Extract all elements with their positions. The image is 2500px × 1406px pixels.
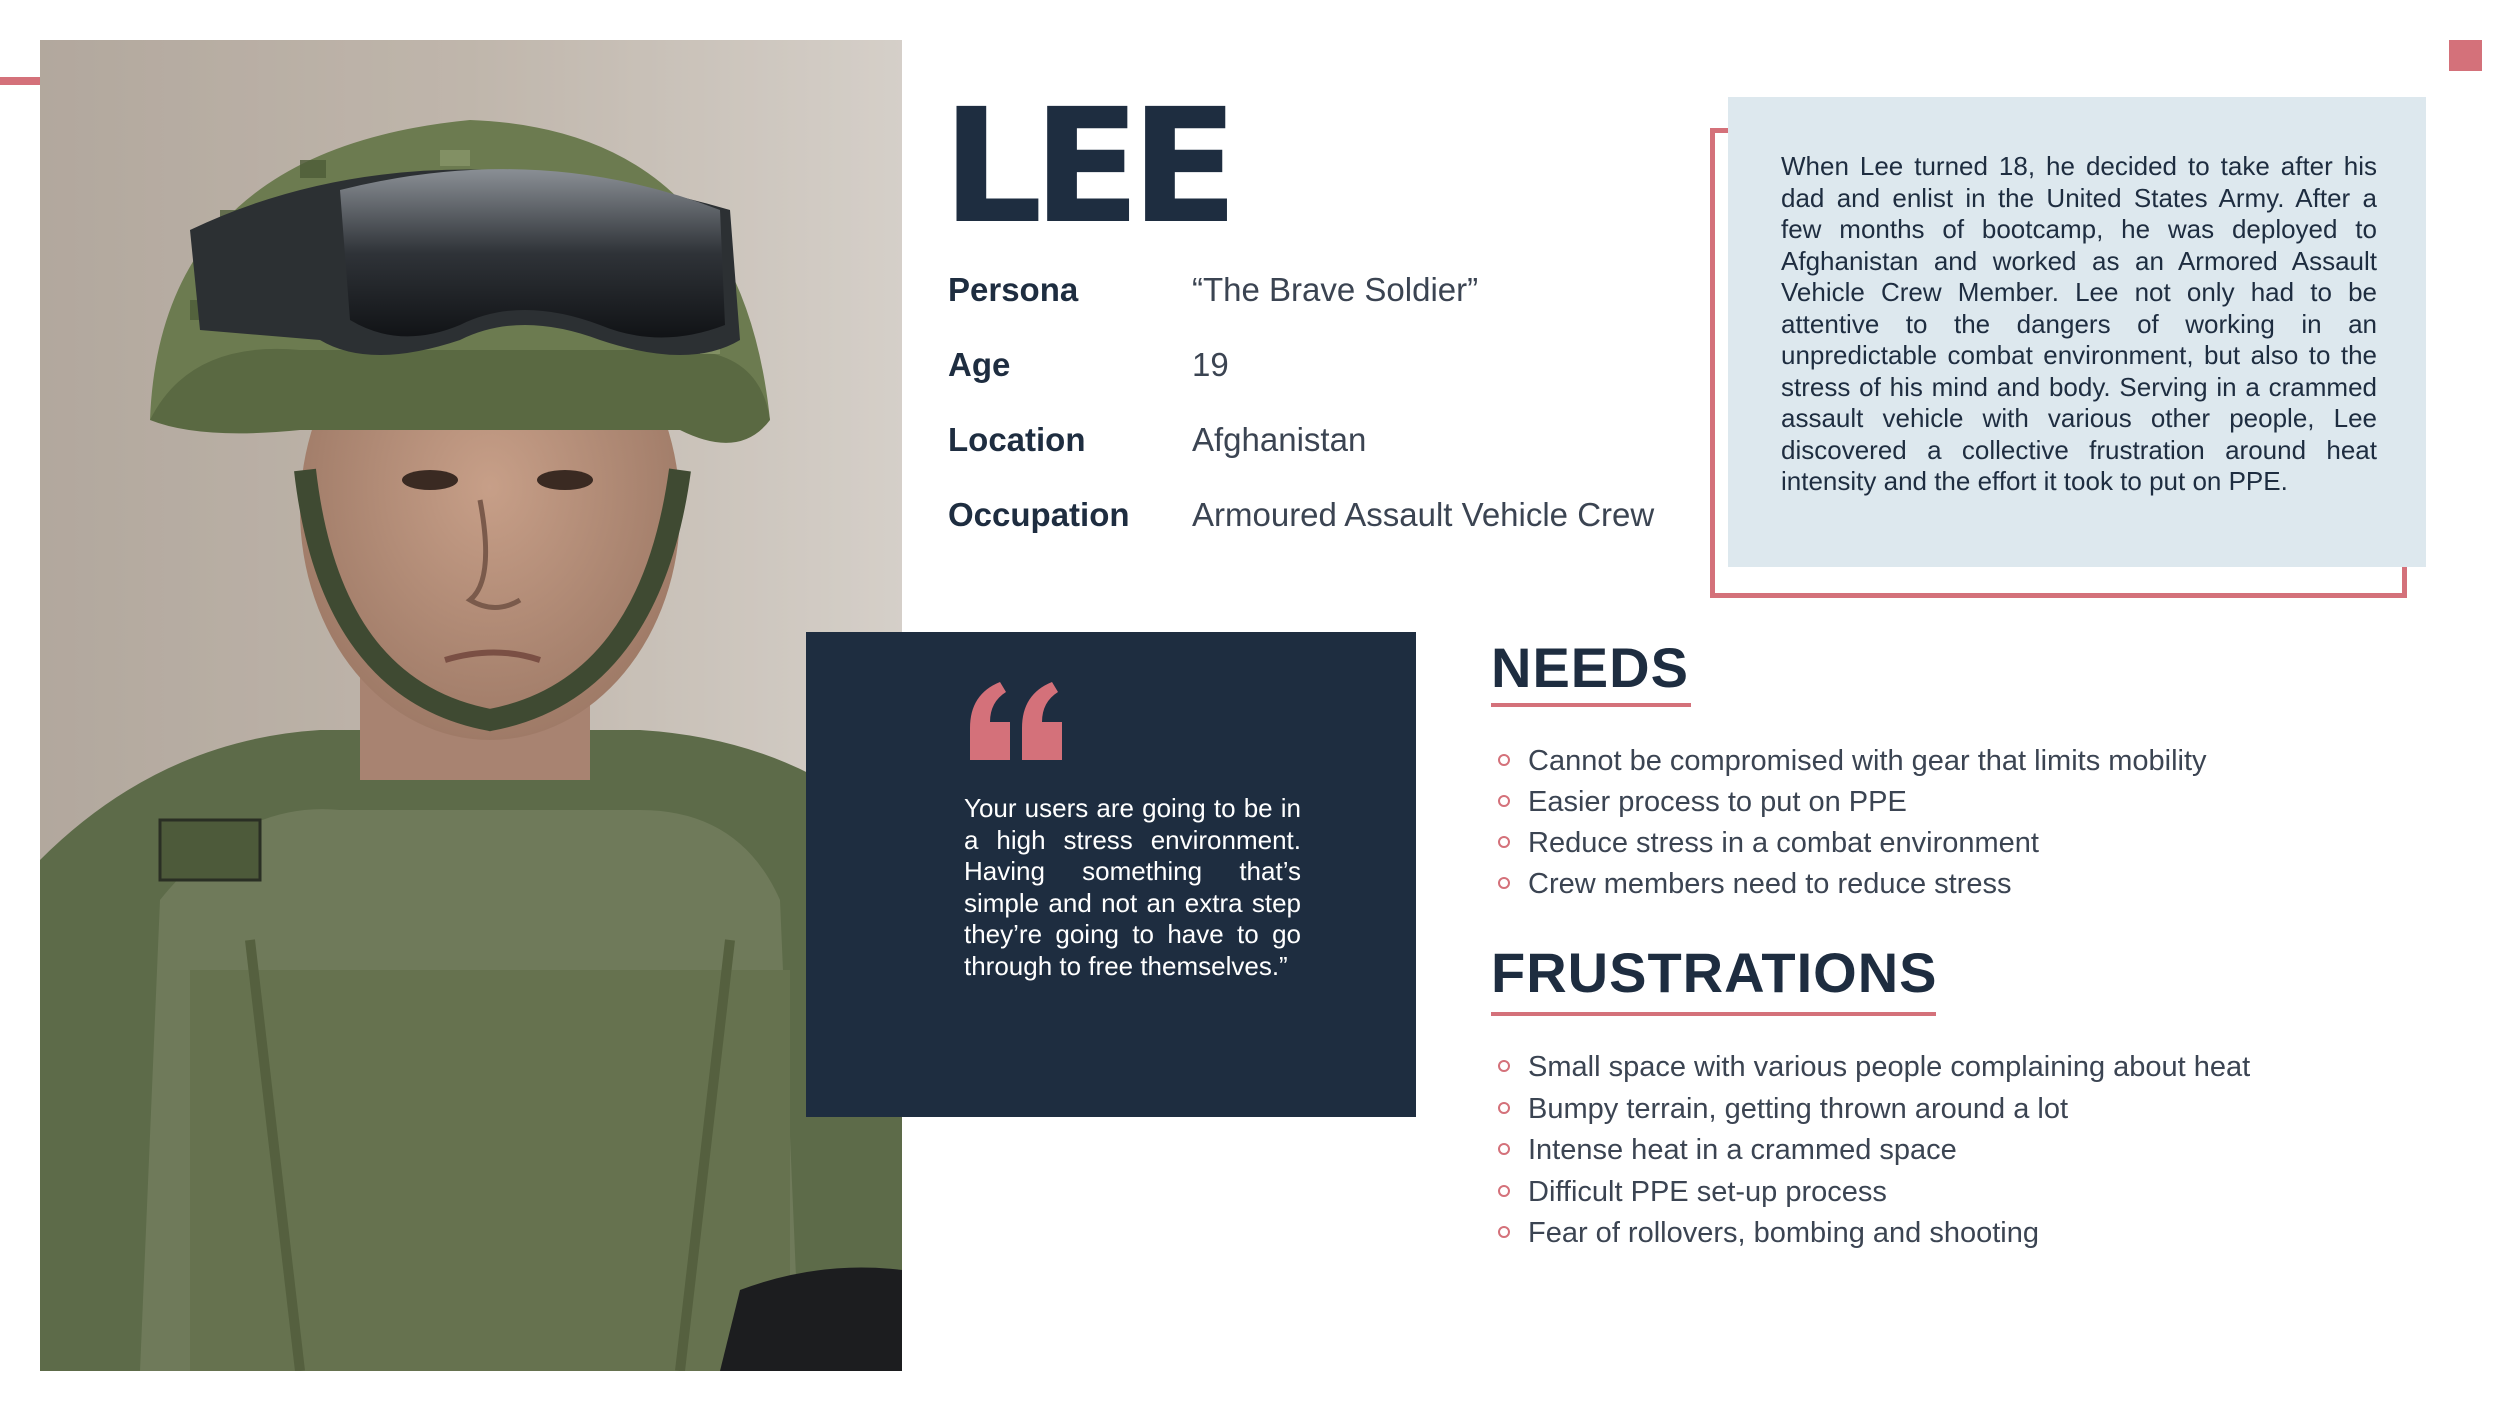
needs-list <box>1498 742 2207 906</box>
bullet-icon <box>1498 877 1510 889</box>
fact-row-persona <box>948 262 1708 337</box>
quote-box <box>806 632 1416 1117</box>
list-item <box>1498 865 2207 906</box>
needs-title: NEEDS <box>1491 636 1689 699</box>
list-item <box>1498 742 2207 783</box>
bullet-icon <box>1498 1102 1510 1114</box>
bullet-icon <box>1498 1060 1510 1072</box>
persona-facts <box>948 262 1708 562</box>
list-item <box>1498 1214 2250 1256</box>
bullet-icon <box>1498 1143 1510 1155</box>
fact-row-location <box>948 412 1708 487</box>
fact-value: Armoured Assault Vehicle Crew <box>1192 496 1655 533</box>
frustrations-list <box>1498 1048 2250 1256</box>
fact-row-occupation <box>948 487 1708 562</box>
bullet-icon <box>1498 795 1510 807</box>
list-item <box>1498 783 2207 824</box>
frustration-text: Bumpy terrain, getting thrown around a lot <box>1528 1092 2069 1125</box>
persona-name: LEE <box>942 75 1229 259</box>
quote-text: Your users are going to be in a high stress environment. Having something that’s simple and not an extra step they’re going to have to go through to free themselves.” <box>964 793 1301 981</box>
quote-mark-icon <box>966 680 1066 765</box>
fact-row-age <box>948 337 1708 412</box>
fact-label: Persona <box>948 271 1079 308</box>
bullet-icon <box>1498 1185 1510 1197</box>
fact-value: Afghanistan <box>1192 421 1367 458</box>
bullet-icon <box>1498 754 1510 766</box>
frustration-text: Intense heat in a crammed space <box>1528 1134 1957 1166</box>
list-item <box>1498 1048 2250 1090</box>
frustrations-title: FRUSTRATIONS <box>1491 941 1938 1004</box>
fact-label: Occupation <box>948 496 1130 533</box>
need-text: Crew members need to reduce stress <box>1528 868 2012 900</box>
frustrations-underline <box>1491 1012 1936 1016</box>
needs-underline <box>1491 703 1691 707</box>
list-item <box>1498 1090 2250 1132</box>
accent-square <box>2449 40 2482 71</box>
frustration-text: Fear of rollovers, bombing and shooting <box>1528 1217 2040 1249</box>
frustration-text: Difficult PPE set-up process <box>1528 1175 1887 1208</box>
need-text: Cannot be compromised with gear that limits mobility <box>1528 745 2207 777</box>
bullet-icon <box>1498 836 1510 848</box>
list-item <box>1498 1173 2250 1215</box>
need-text: Easier process to put on PPE <box>1528 786 1907 818</box>
persona-photo <box>40 40 902 1371</box>
fact-label: Age <box>948 346 1011 383</box>
fact-label: Location <box>948 421 1086 458</box>
fact-value: 19 <box>1192 346 1229 383</box>
bullet-icon <box>1498 1226 1510 1238</box>
fact-value: “The Brave Soldier” <box>1192 271 1479 308</box>
bio-text: When Lee turned 18, he decided to take after his dad and enlist in the United States Army. After a few months of bootcamp, he was deployed to Afghanistan and worked as an Armored Assault Vehicle Crew Member. Lee not only had to be attentive to the dangers of working in an unpredictable combat environment, but also to the stress of his mind and body. Serving in a crammed assault vehicle with various other people, Lee discovered a collective frustration around heat intensity and the effort it took to put on PPE. <box>1781 151 2377 496</box>
bio-box <box>1728 97 2426 567</box>
frustration-text: Small space with various people complaining about heat <box>1528 1051 2251 1083</box>
need-text: Reduce stress in a combat environment <box>1528 827 2039 859</box>
list-item <box>1498 1131 2250 1173</box>
list-item <box>1498 824 2207 865</box>
